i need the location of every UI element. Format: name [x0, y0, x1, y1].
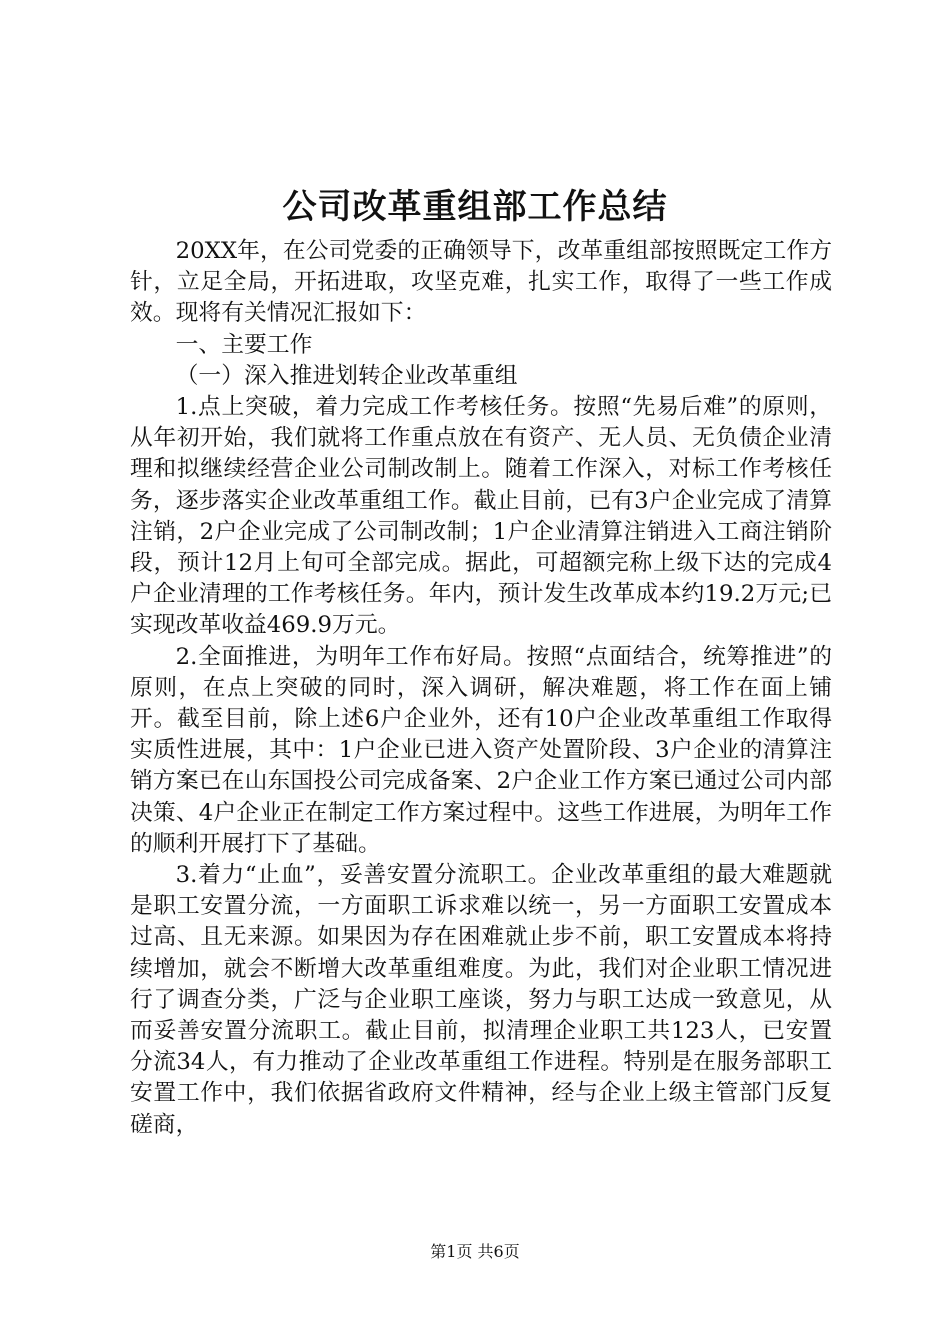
heading-main-work: 一、主要工作 — [175, 331, 313, 358]
paragraph-item-3: 3.着力“止血”，妥善安置分流职工。企业改革重组的最大难题就是职工安置分流，一方面职工诉求难以统一，另一方面职工安置成本过高、且无来源。如果因为存在困难就止步不前，职工安置成本将持续增加，就会不断增大改革重组难度。为此，我们对企业职工情况进行了调查分类，广泛与企业职工座谈，努力与职工达成一致意见，从而妥善安置分流职工。截止目前，拟清理企业职工共123人，已安置分流34人，有力推动了企业改革重组工作进程。特别是在服务部职工安置工作中，我们依据省政府文件精神，经与企业上级主管部门反复磋商， — [130, 862, 832, 1138]
page-footer: 第1页 共6页 — [430, 1242, 520, 1261]
subheading-reform: （一）深入推进划转企业改革重组 — [175, 362, 518, 389]
document-body — [130, 236, 832, 1141]
paragraph-intro: 20XX年，在公司党委的正确领导下，改革重组部按照既定工作方针，立足全局，开拓进取，攻坚克难，扎实工作，取得了一些工作成效。现将有关情况汇报如下： — [130, 238, 832, 327]
paragraph-item-1: 1.点上突破，着力完成工作考核任务。按照“先易后难”的原则，从年初开始，我们就将工作重点放在有资产、无人员、无负债企业清理和拟继续经营企业公司制改制上。随着工作深入，对标工作考核任务，逐步落实企业改革重组工作。截止目前，已有3户企业完成了清算注销，2户企业完成了公司制改制；1户企业清算注销进入工商注销阶段，预计12月上旬可全部完成。据此，可超额完称上级下达的完成4户企业清理的工作考核任务。年内，预计发生改革成本约19.2万元;已实现改革收益469.9万元。 — [130, 394, 832, 639]
paragraph-item-2: 2.全面推进，为明年工作布好局。按照“点面结合，统筹推进”的原则，在点上突破的同时，深入调研，解决难题，将工作在面上铺开。截至目前，除上述6户企业外，还有10户企业改革重组工作取得实质性进展，其中：1户企业已进入资产处置阶段、3户企业的清算注销方案已在山东国投公司完成备案、2户企业工作方案已通过公司内部决策、4户企业正在制定工作方案过程中。这些工作进展，为明年工作的顺利开展打下了基础。 — [130, 643, 832, 857]
document-title: 公司改革重组部工作总结 — [282, 187, 668, 227]
